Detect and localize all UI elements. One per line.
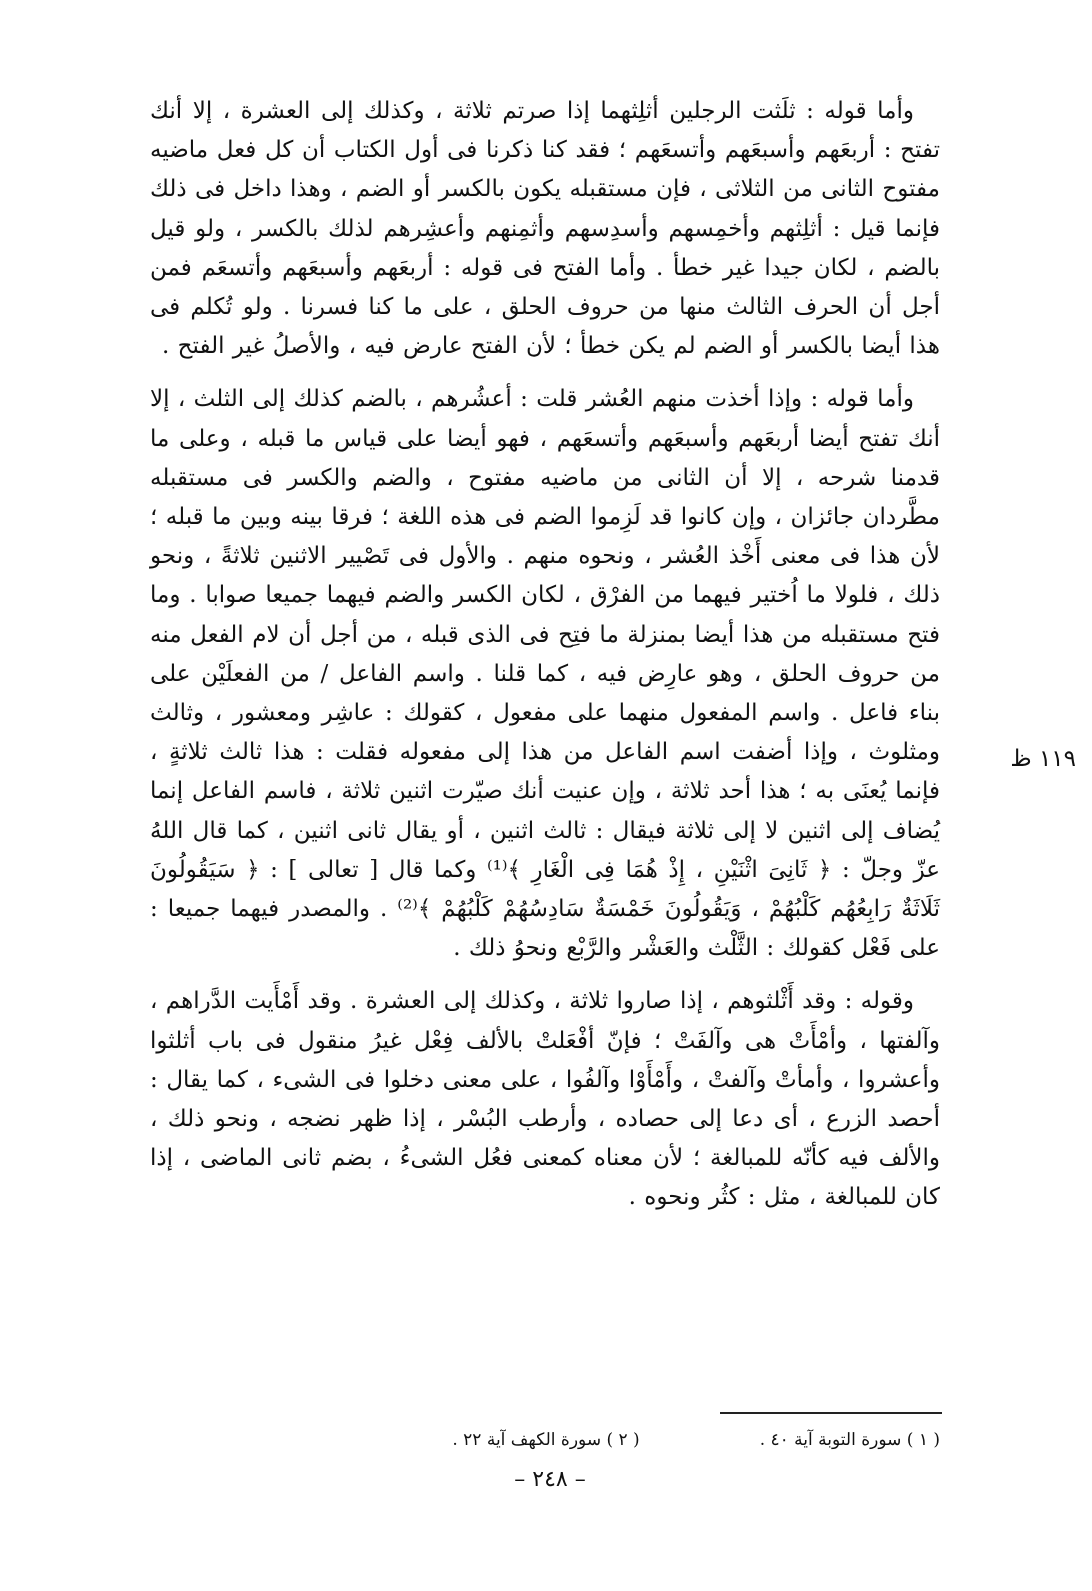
paragraph-1: وأما قوله : ثلَثت الرجلين أثلِثهما إذا صرتم ثلاثة ، وكذلك إلى العشرة ، إلا أنك تفتح : أربعَهم وأسبعَهم وأتسعَهم ؛ فقد كنا ذكرنا فى أول الكتاب أن كل فعل ماضيه مفتوح الثانى من الثلاثى ، فإن مستقبله يكون بالكسر أو الضم ، وهذا داخل فى ذلك فإنما قيل : أثلِثهم وأخمِسهم وأسدِسهم وأثمِنهم وأعشِرهم لذلك بالكسر ، ولو قيل بالضم ، لكان جيدا غير خطأ . وأما الفتح فى قوله : أربعَهم وأسبعَهم وأتسعَم فمن أجل أن الحرف الثالث منها من حروف الحلق ، على ما كنا فسرنا . ولو تُكلم فى هذا أيضا بالكسر أو الضم لم يكن خطأ ؛ لأن الفتح عارض فيه ، والأصلُ غير الفتح .: [150, 98, 940, 360]
footnote-divider: [720, 1412, 942, 1414]
footnote-1: ( ١ ) سورة التوبة آية ٤٠ .: [759, 1430, 940, 1450]
page-number: – ٢٤٨ –: [514, 1467, 586, 1492]
paragraph-3: وقوله : وقد أَثْلثوهم ، إذا صاروا ثلاثة ، وكذلك إلى العشرة . وقد أَمْأَيت الدَّراهم ، وآلفتها ، وأمْأَتْ هى وآلفَتْ ؛ فإنّ أفْعَلتْ بالألف فِعْل غيرُ منقول فى باب أثلثوا وأعشروا ، وأمأتْ وآلفتْ ، وأَمْأَوْا وآلفُوا ، على معنى دخلوا فى الشىء ، كما يقال : أحصد الزرع ، أى دعا إلى حصاده ، وأرطب البُسْر ، إذا ظهر نضجه ، ونحو ذلك ، والألف فيه كأنّه للمبالغة ؛ لأن معناه كمعنى فعُل الشىءُ ، بضم ثانى الماضى ، إذا كان للمبالغة ، مثل : كثُر ونحوه .: [150, 988, 940, 1211]
manuscript-folio-note: ١١٩ ظ: [1010, 746, 1076, 772]
paragraph-2: وأما قوله : وإذا أخذت منهم العُشر قلت : أعشُرهم ، بالضم كذلك إلى الثلث ، إلا أنك تفتح أيضا أربعَهم وأسبعَهم وأتسعَهم ، فهو أيضا على قياس ما قبله ، وعلى ما قدمنا شرحه ، إلا أن الثانى من ماضيه مفتوح ، والضم والكسر فى مستقبله مطَّردان جائزان ، وإن كانوا قد لَزِموا الضم فى هذه اللغة ؛ فرقا بينه وبين ما قبله ؛ لأن هذا فى معنى أَخْذ العُشر ، ونحوه منهم . والأول فى تَصْيير الاثنين ثلاثةً ، ونحو ذلك ، فلولا ما اُختير فيهما من الفرْق ، لكان الكسر والضم فيهما جميعا صوابا . وما فتح مستقبله من هذا أيضا بمنزلة ما فتِح فى الذى قبله ، من أجل أن لام الفعل منه من حروف الحلق ، وهو عارِض فيه ، كما قلنا . واسم الفاعل / من الفعلَيْن على بناء فاعل . واسم المفعول منهما على مفعول ، كقولك : عاشِر ومعشور ، وثالث ومثلوث ، وإذا أضفت اسم الفاعل من هذا إلى مفعوله فقلت : هذا ثالث ثلاثةٍ ، فإنما يُعنَى به ؛ هذا أحد ثلاثة ، وإن عنيت أنك صيّرت اثنين ثلاثة ، فاسم الفاعل إنما يُضاف إلى اثنين لا إلى ثلاثة فيقال : ثالث اثنين ، أو يقال ثانى اثنين ، كما قال اللهُ عزّ وجلّ : ﴿ ثَانِىَ اثْنَيْنِ ، إِذْ هُمَا فِى الْغَارِ ﴾⁽¹⁾ وكما قال [ تعالى ] : ﴿ سَيَقُولُونَ ثَلَاثَةٌ رَابِعُهُم كَلْبُهُمْ ، وَيَقُولُونَ خَمْسَةٌ سَادِسُهُمْ كَلْبُهُمْ ﴾⁽²⁾ . والمصدر فيهما جميعا : على فَعْل كقولك : الثَّلْث والعَشْر والرَّبْع ونحوُ ذلك .: [150, 386, 941, 962]
footnote-2: ( ٢ ) سورة الكهف آية ٢٢ .: [452, 1430, 640, 1450]
footnotes: [200, 1428, 940, 1452]
main-text: [150, 92, 940, 1218]
